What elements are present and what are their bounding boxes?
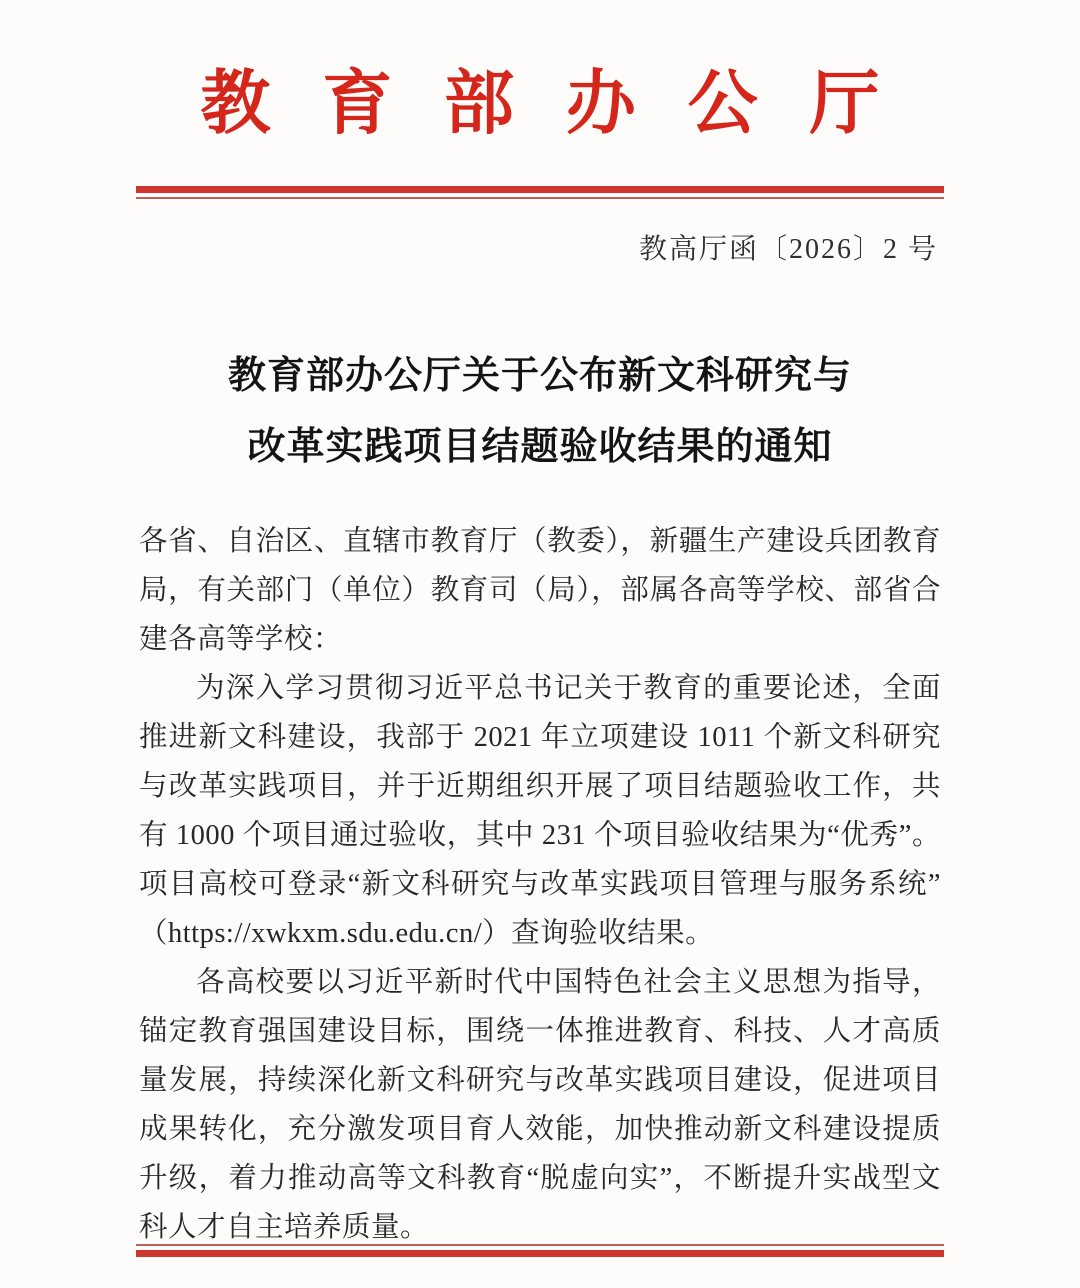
agency-name-text: 教育部办公厅: [200, 66, 932, 143]
document-body: [139, 517, 941, 1252]
body-paragraph-2: 各高校要以习近平新时代中国特色社会主义思想为指导，锚定教育强国建设目标，围绕一体推进教育、科技、人才高质量发展，持续深化新文科研究与改革实践项目建设，促进项目成果转化，充分激发项目育人效能，加快推动新文科建设提质升级，着力推动高等文科教育“脱虚向实”，不断提升实战型文科人才自主培养质量。: [139, 967, 941, 1243]
body-paragraph-1: 为深入学习贯彻习近平总书记关于教育的重要论述，全面推进新文科建设，我部于 2021 年立项建设 1011 个新文科研究与改革实践项目，并于近期组织开展了项目结题验收工作，共有 1000 个项目通过验收，其中 231 个项目验收结果为“优秀”。项目高校可登录“新文科研究与改革实践项目管理与服务系统”（https://xwkxm.sdu.edu.cn/）查询验收结果。: [139, 673, 941, 949]
header-rule-thick: [136, 186, 944, 193]
footer-rule-thick: [136, 1250, 944, 1257]
document-number: 教高厅函〔2026〕2 号: [638, 234, 938, 265]
footer-divider: [136, 1244, 944, 1257]
footer-rule-thin: [136, 1244, 944, 1246]
letterhead: [0, 0, 1080, 267]
header-divider: [136, 186, 944, 199]
header-rule-thin: [136, 197, 944, 199]
document-title-line-2: 改革实践项目结题验收结果的通知: [247, 426, 833, 468]
addressee-paragraph: 各省、自治区、直辖市教育厅（教委），新疆生产建设兵团教育局，有关部门（单位）教育司（局），部属各高等学校、部省合建各高等学校：: [139, 526, 941, 655]
document-title: [0, 341, 1080, 483]
document-title-line-1: 教育部办公厅关于公布新文科研究与: [227, 355, 852, 397]
agency-name: [0, 0, 1080, 148]
